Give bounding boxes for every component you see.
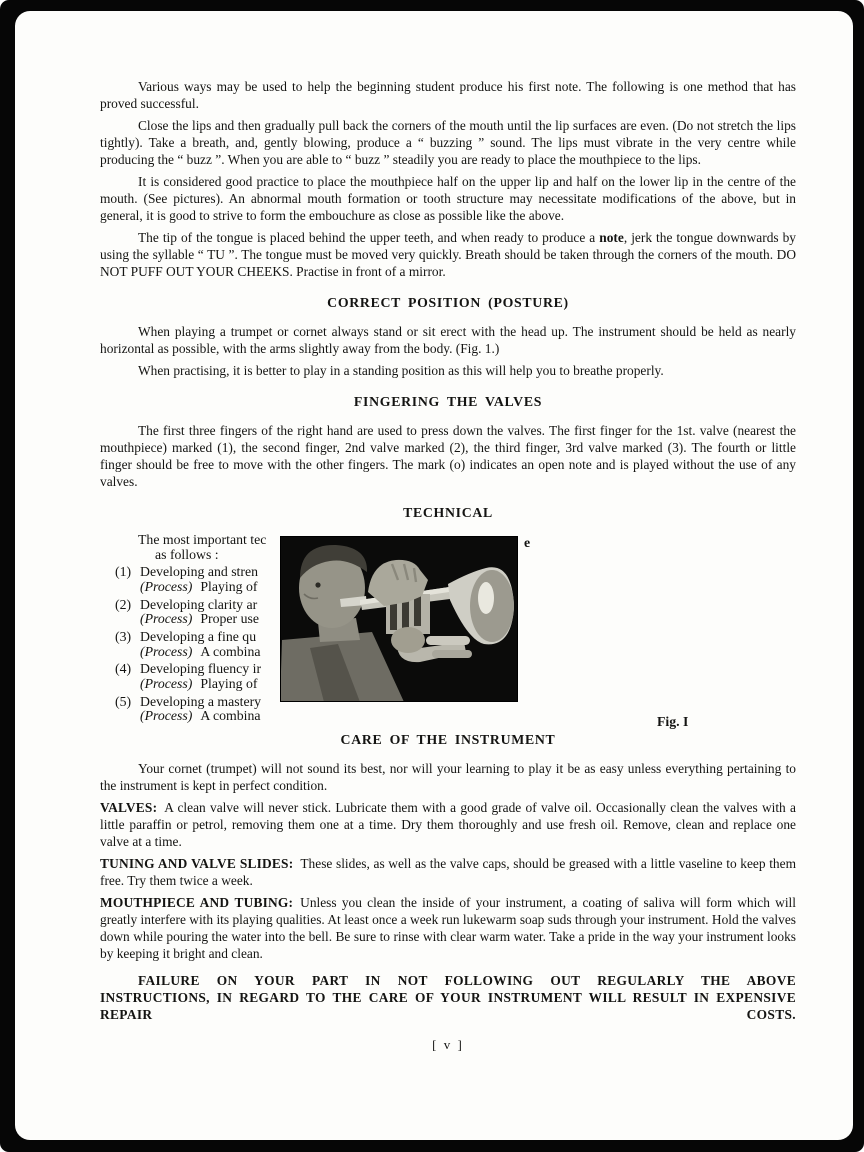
item-number: (2) xyxy=(115,596,132,612)
tonguing-bold-word: note xyxy=(599,230,624,245)
mouthpiece-text: Unless you clean the inside of your instrument, a coating of saliva will form which will greatly interfere with its playing qualities. At least once a week run lukewarm soap suds through your instrument. Hold the valves down while pouring the water into the bell. Be sure to rinse with clear warm water. Take a pride in the way your instrument looks by keeping it bright and clean. xyxy=(100,895,796,961)
item-number: (1) xyxy=(115,564,132,580)
fingering-paragraph: The first three fingers of the right hand are used to press down the valves. The first finger for the 1st. valve (nearest the mouthpiece) marked (1), the second finger, 2nd valve marked (2), the third finger, 3rd valve marked (3). The fourth or little finger should be free to move with the other fingers. The mark (o) indicates an open note and is played without the use of any valves. xyxy=(100,423,796,489)
intro-paragraph-1: Various ways may be used to help the beginning student produce his first note. The following is one method that has proved successful. xyxy=(100,79,796,111)
process-label: (Process) xyxy=(140,643,193,659)
item-number: (3) xyxy=(115,628,132,644)
posture-heading: CORRECT POSITION (POSTURE) xyxy=(327,295,569,310)
technical-lead-line-1: The most important tec xyxy=(138,533,267,547)
intro-paragraph-3: It is considered good practice to place the mouthpiece half on the upper lip and half on the lower lip in the centre of the mouth. (See pictures). An abnormal mouth formation or tooth structure may necessitate modifications of the above, but in general, it is good to strive to form the embouchure as close as possible like the above. xyxy=(100,174,796,223)
process-label: (Process) xyxy=(140,708,193,724)
clipped-text-fragment: e xyxy=(524,535,531,550)
page-content xyxy=(100,78,796,1053)
intro-paragraph-4 xyxy=(100,229,796,280)
item-line-1: Developing fluency ir xyxy=(140,661,262,677)
valves-label: VALVES: xyxy=(100,800,158,815)
process-label: (Process) xyxy=(140,675,193,691)
item-text xyxy=(140,695,286,724)
technical-figure-block xyxy=(100,533,796,730)
tonguing-text-pre: The tip of the tongue is placed behind the upper teeth, and when ready to produce a xyxy=(138,230,600,245)
technical-heading: TECHNICAL xyxy=(403,505,493,520)
item-line-2: A combina xyxy=(200,708,261,724)
technical-item-5 xyxy=(100,695,286,724)
tuning-slides-text: These slides, as well as the valve caps, should be greased with a little vaseline to keep them free. Try them twice a week. xyxy=(100,856,796,888)
item-number: (4) xyxy=(115,661,132,677)
item-text xyxy=(140,662,286,691)
technical-item-3 xyxy=(100,630,286,659)
item-line-2: A combina xyxy=(200,643,261,659)
page-number: [ v ] xyxy=(432,1037,464,1052)
technical-list xyxy=(100,533,286,727)
item-line-1: Developing a fine qu xyxy=(140,628,257,644)
item-line-2: Playing of xyxy=(200,578,258,594)
item-number: (5) xyxy=(115,693,132,709)
item-line-1: Developing and stren xyxy=(140,564,259,580)
failure-warning-paragraph: FAILURE ON YOUR PART IN NOT FOLLOWING OUT REGULARLY THE ABOVE INSTRUCTIONS, IN REGARD TO THE CARE OF YOUR INSTRUMENT WILL RESULT IN EXPENSIVE REPAIR COSTS. xyxy=(100,973,796,1022)
mouthpiece-label: MOUTHPIECE AND TUBING: xyxy=(100,895,294,910)
item-text xyxy=(140,598,286,627)
posture-paragraph-2: When practising, it is better to play in a standing position as this will help you to breathe properly. xyxy=(138,363,664,378)
valves-paragraph xyxy=(100,799,796,850)
item-text xyxy=(140,630,286,659)
process-label: (Process) xyxy=(140,611,193,627)
process-label: (Process) xyxy=(140,578,193,594)
posture-paragraph-1: When playing a trumpet or cornet always stand or sit erect with the head up. The instrument should be held as nearly horizontal as possible, with the arms slightly away from the body. (Fig. 1.) xyxy=(100,324,796,356)
care-heading: CARE OF THE INSTRUMENT xyxy=(340,732,556,747)
care-intro-paragraph: Your cornet (trumpet) will not sound its best, nor will your learning to play it be as easy unless everything pertaining to the instrument is kept in perfect condition. xyxy=(100,761,796,793)
intro-paragraph-2: Close the lips and then gradually pull back the corners of the mouth until the lip surfaces are even. (Do not stretch the lips tightly). Take a breath, and, gently blowing, produce a “ buzzing ” sound. The lips must vibrate in the very centre while producing the “ buzz ”. When you are able to “ buzz ” steadily you are ready to place the mouthpiece to the lips. xyxy=(100,118,796,167)
technical-lead-line-2: as follows : xyxy=(155,546,219,562)
item-line-2: Proper use xyxy=(200,611,259,627)
mouthpiece-paragraph xyxy=(100,894,796,962)
figure-caption: Fig. I xyxy=(657,714,689,729)
scanned-page xyxy=(15,11,853,1140)
item-line-1: Developing a mastery xyxy=(140,693,262,709)
item-line-1: Developing clarity ar xyxy=(140,596,258,612)
tuning-slides-label: TUNING AND VALVE SLIDES: xyxy=(100,856,294,871)
fingering-heading: FINGERING THE VALVES xyxy=(353,394,543,409)
technical-item-1 xyxy=(100,565,286,594)
valves-text: A clean valve will never stick. Lubricate them with a good grade of valve oil. Occasionally clean the valves with a little paraffin or petrol, removing them one at a time. Dry them thoroughly and use fresh oil. Remove, clean and replace one valve at a time. xyxy=(100,800,796,849)
item-line-2: Playing of xyxy=(200,675,258,691)
trumpet-player-photo xyxy=(280,536,518,702)
technical-item-2 xyxy=(100,598,286,627)
tonguing-text-post: , jerk the tongue downwards by using the syllable “ TU ”. The tongue must be moved very quickly. Breath should be taken through the corners of the mouth. DO NOT PUFF OUT YOUR CHEEKS. Practise in front of a mirror. xyxy=(100,230,797,279)
technical-item-4 xyxy=(100,662,286,691)
item-text xyxy=(140,565,286,594)
tuning-slides-paragraph xyxy=(100,855,796,889)
